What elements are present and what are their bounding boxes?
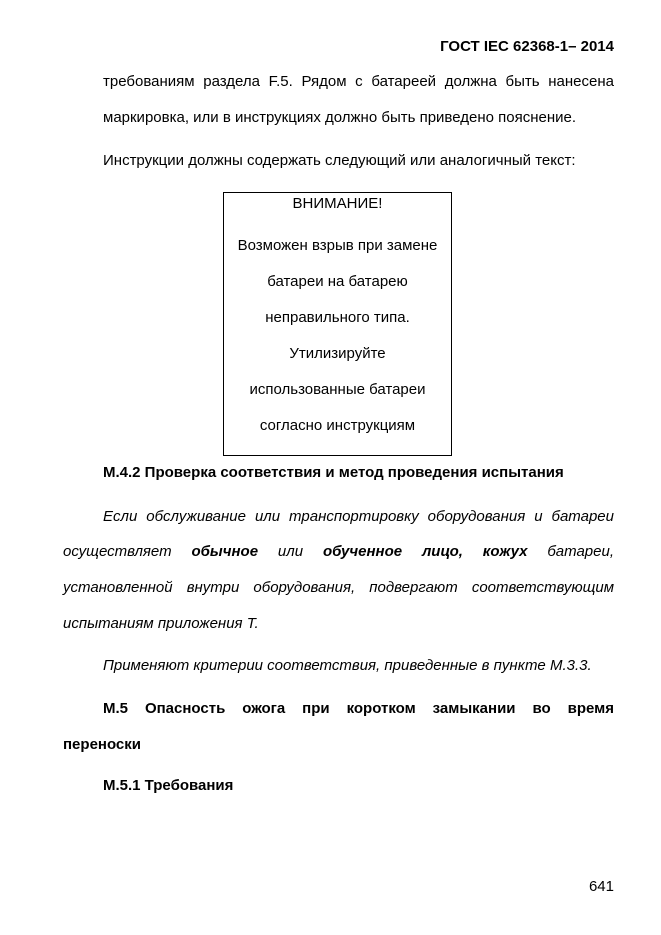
warning-line: Утилизируйте [289, 345, 386, 362]
section-m5-heading-line-1: M.5 Опасность ожога при коротком замыкании во время [103, 700, 614, 717]
para1-line-2 [63, 543, 614, 560]
warning-line: согласно инструкциям [259, 417, 416, 434]
document-header: ГОСТ IEC 62368-1– 2014 [440, 38, 614, 55]
para1-line-3: установленной внутри оборудования, подвергают соответствующим [63, 579, 614, 596]
para1-term-enclosure: кожух [482, 543, 528, 560]
section-m51-heading: M.5.1 Требования [103, 777, 234, 794]
warning-line: использованные батареи [249, 381, 426, 398]
page-number: 641 [588, 878, 614, 895]
section-m42-heading: M.4.2 Проверка соответствия и метод проведения испытания [103, 464, 564, 481]
intro-line-3: Инструкции должны содержать следующий или аналогичный текст: [103, 152, 576, 169]
warning-line: Возможен взрыв при замене [237, 237, 438, 254]
warning-title: ВНИМАНИЕ! [292, 195, 383, 212]
intro-line-1: требованиям раздела F.5. Рядом с батареей должна быть нанесена [103, 73, 614, 90]
para2-text: Применяют критерии соответствия, приведенные в пункте M.3.3. [103, 657, 592, 674]
para1-line-4: испытаниям приложения T. [63, 615, 259, 632]
warning-line: батареи на батарею [267, 273, 408, 290]
warning-box [223, 192, 452, 456]
para1-term-ordinary: обычное [191, 543, 259, 560]
para1-term-trained: обученное [322, 543, 403, 560]
intro-line-2: маркировка, или в инструкциях должно быть приведено пояснение. [103, 109, 577, 126]
para1-word: или [277, 543, 304, 560]
warning-line: неправильного типа. [265, 309, 410, 326]
para1-word: батареи, [547, 543, 614, 560]
section-m5-heading-line-2: переноски [63, 736, 142, 753]
para1-word: осуществляет [63, 543, 172, 560]
para1-term-person: лицо, [421, 543, 463, 560]
para1-line-1: Если обслуживание или транспортировку оборудования и батареи [103, 508, 614, 525]
